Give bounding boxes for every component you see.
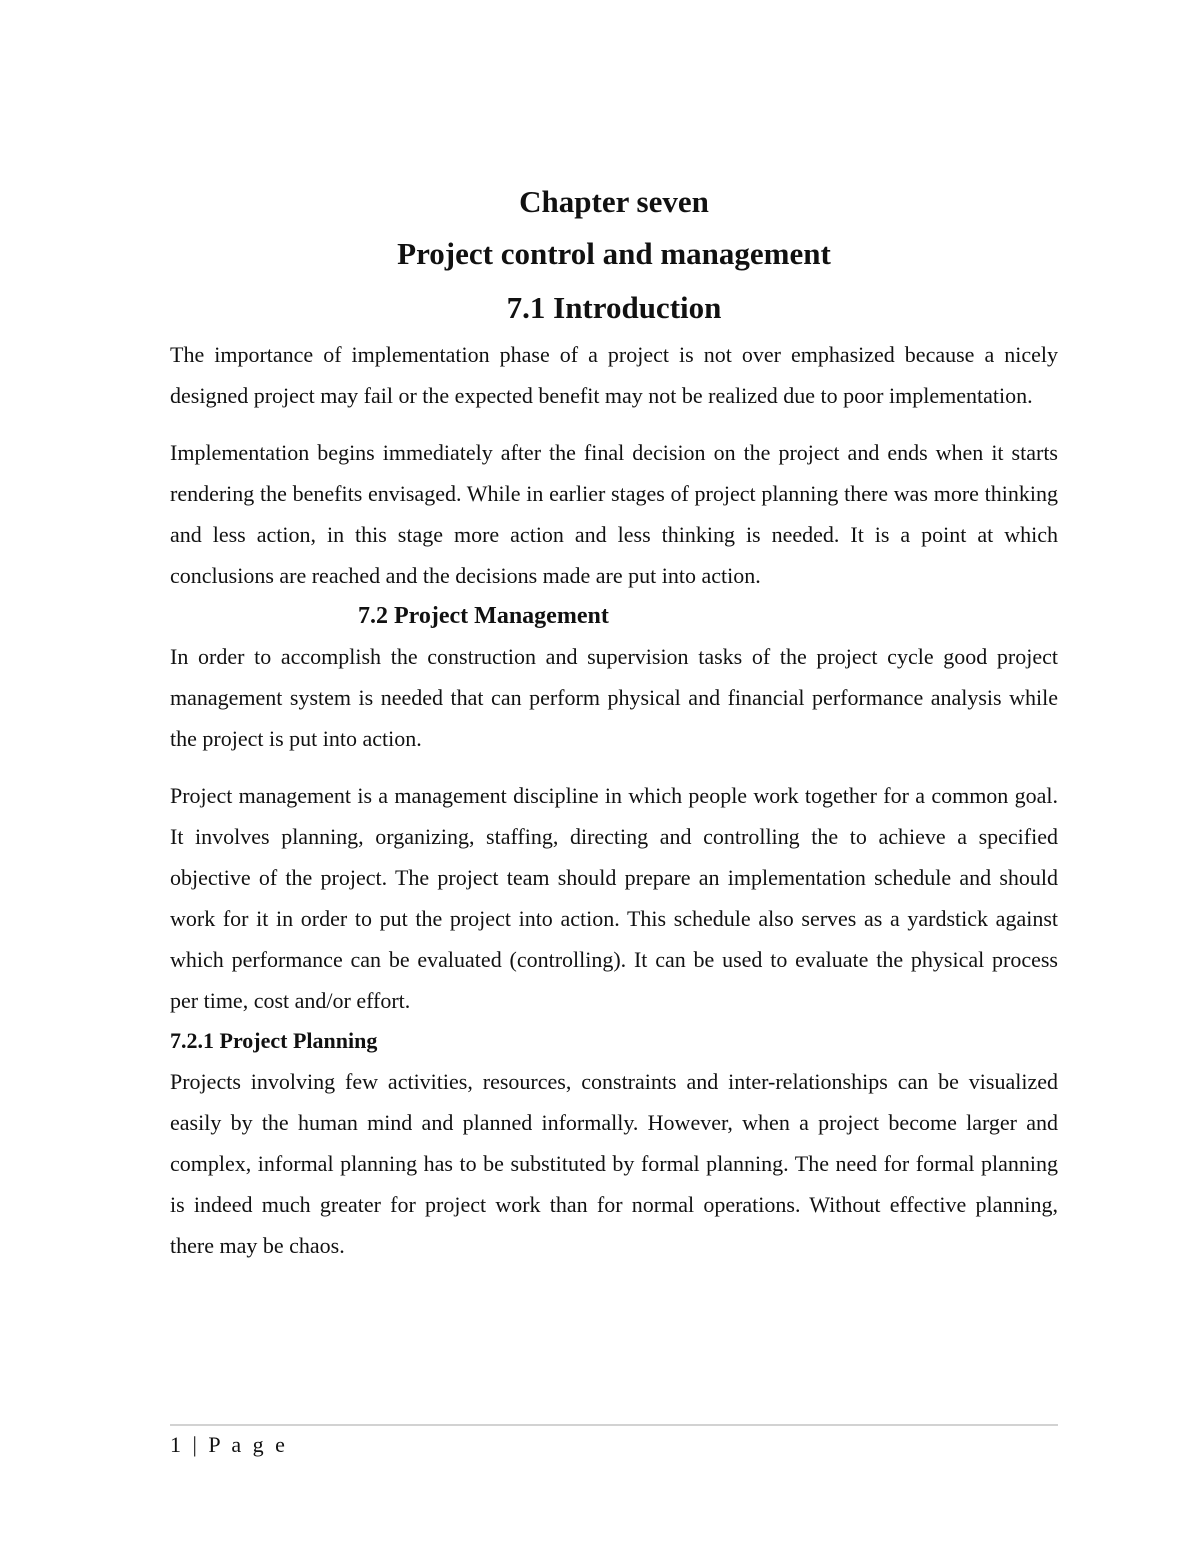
page-number-footer: 1 | P a g e	[170, 1432, 288, 1457]
paragraph-intro-1: The importance of implementation phase of a project is not over emphasized because a nicely designed project may fail or the expected benefit may not be realized due to poor implementation.	[170, 342, 1058, 408]
paragraph-management-2: Project management is a management discipline in which people work together for a common goal. It involves planning, organizing, staffing, directing and controlling the to achieve a specified objective of the project. The project team should prepare an implementation schedule and should work for it in order to put the project into action. This schedule also serves as a yardstick against which performance can be evaluated (controlling). It can be used to evaluate the physical process per time, cost and/or effort.	[170, 783, 1058, 1013]
paragraph-planning-1: Projects involving few activities, resources, constraints and inter-relationships can be visualized easily by the human mind and planned informally. However, when a project become larger and complex, informal planning has to be substituted by formal planning. The need for formal planning is indeed much greater for project work than for normal operations. Without effective planning, there may be chaos.	[170, 1069, 1058, 1258]
section-heading-project-management: 7.2 Project Management	[358, 603, 609, 629]
section-heading-introduction: 7.1 Introduction	[506, 290, 722, 325]
footer-divider	[170, 1424, 1058, 1426]
paragraph-management-1: In order to accomplish the construction and supervision tasks of the project cycle good project management system is needed that can perform physical and financial performance analysis while the project is put into action.	[170, 644, 1058, 751]
page-content	[170, 178, 1058, 1266]
paragraph-intro-2: Implementation begins immediately after the final decision on the project and ends when it starts rendering the benefits envisaged. While in earlier stages of project planning there was more thinking and less action, in this stage more action and less thinking is needed. It is a point at which conclusions are reached and the decisions made are put into action.	[170, 440, 1058, 588]
chapter-heading: Chapter seven	[519, 184, 709, 219]
document-title: Project control and management	[397, 236, 831, 271]
section-heading-project-planning: 7.2.1 Project Planning	[170, 1028, 378, 1053]
